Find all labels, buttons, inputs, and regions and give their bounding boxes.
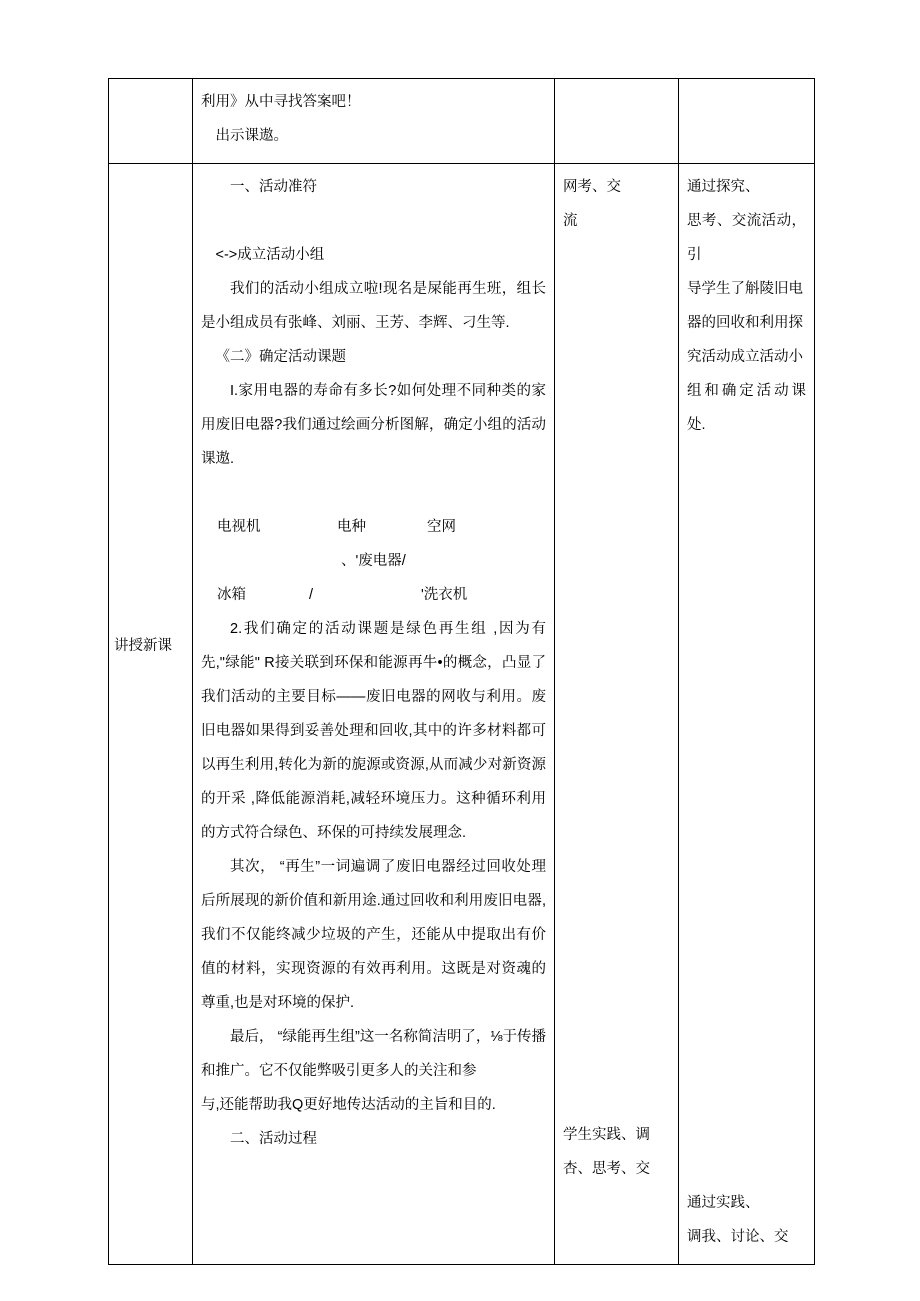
row2-mid-cell <box>555 164 679 1265</box>
right-note-line-5: 究活动成立活动小 <box>687 349 803 365</box>
row1-line-1: 利用》从中寻找答案吧！ <box>201 94 361 110</box>
row1-right-cell <box>679 79 815 164</box>
diagram-item-ac: 空网 <box>427 519 456 535</box>
subsection-form-group: <->成立活动小组 <box>215 247 325 263</box>
table-row <box>109 164 815 1265</box>
row2-right-cell <box>679 164 815 1265</box>
section-heading-activity-process: 二、活动过程 <box>230 1131 317 1147</box>
lesson-stage-label: 讲授新课 <box>114 638 172 654</box>
right-note-bottom-1: 通过实践、 <box>687 1195 760 1211</box>
row1-line-2: 出示课遨。 <box>215 128 288 144</box>
spacer-1 <box>201 204 546 238</box>
diagram-item-fridge: 冰箱 <box>217 587 246 603</box>
spacer-3 <box>201 1156 546 1198</box>
row2-label-cell <box>109 164 193 1265</box>
right-note-line-2: 思考、交流活动，引 <box>687 213 806 263</box>
paragraph-name-simplicity: 最后， “绿能再生组”这一名称简洁明了，⅛于传播和推广。它不仅能弊吸引更多人的关注和参 <box>201 1029 546 1079</box>
row1-mid-cell <box>555 79 679 164</box>
row1-main-cell <box>193 79 555 164</box>
diagram-center-label: 、'废电器/ <box>341 553 406 569</box>
table-row <box>109 79 815 164</box>
appliance-diagram <box>201 510 546 612</box>
mid-note-line-1: 网考、交 <box>563 179 621 195</box>
right-note-line-4: 器的回收和利用探 <box>687 315 803 331</box>
diagram-connector: / <box>309 587 314 603</box>
mid-note-bottom-2: 杏、思考、交 <box>563 1161 650 1177</box>
paragraph-topic-reason: 2.我们确定的活动课题是绿色再生组 ,因为有先,"绿能" R接关联到环保和能源再牛•的概念，凸显了我们活动的主要目标——废旧电器的网收与利用。废旧电器如果得到妥善处理和回收,其中的许多材料都可以再生利用,转化为新的旎源或资源,从而减少对新资源的开采 ,降低能源消耗,减轻环境压力。这种循环利用的方式符合绿色、环保的可持续发展理念. <box>201 621 546 841</box>
row1-label-text <box>109 79 192 95</box>
right-note-bottom-2: 调我、讨论、交 <box>687 1229 789 1245</box>
diagram-item-tv: 电视机 <box>217 519 261 535</box>
mid-note-line-2: 流 <box>563 213 578 229</box>
spacer-2 <box>201 476 546 510</box>
mid-note-bottom-1: 学生实践、调 <box>563 1127 650 1143</box>
right-note-line-3: 导学生了斛陵旧电 <box>687 281 803 297</box>
paragraph-regeneration-meaning: 其次， “再生”一词遍调了废旧电器经过回收处理后所展现的新价值和新用途.通过回收和利用废旧电器,我们不仅能终减少垃圾的产生，还能从中提取出有价值的材料，实现资源的有效再利用。这既是对资魂的尊重,也是对环境的保护. <box>201 859 546 1011</box>
diagram-item-washer: '洗衣机 <box>421 587 468 603</box>
right-note-line-6: 组和确定活动课处. <box>687 383 806 433</box>
row1-label-cell <box>109 79 193 164</box>
lesson-plan-table <box>108 78 815 1265</box>
paragraph-topic-question: I.家用电器的寿命有多长?如何处理不同种类的家用废旧电器?我们通过绘画分析图解，确定小组的活动课遨. <box>201 383 546 467</box>
diagram-item-fan: 电种 <box>337 519 366 535</box>
right-note-line-1: 通过探究、 <box>687 179 760 195</box>
paragraph-group-members: 我们的活动小组成立啦!现名是屎能再生班，组长是小组成员有张峰、刘丽、王芳、李辉、刁生等. <box>201 281 546 331</box>
row2-main-cell <box>193 164 555 1265</box>
paragraph-name-simplicity-cont: 与,还能帮助我Q更好地传达活动的主旨和目的. <box>201 1097 496 1113</box>
section-heading-activity-prep: 一、活动准符 <box>230 179 317 195</box>
subsection-determine-topic: 《二》确定活动课题 <box>215 349 346 365</box>
